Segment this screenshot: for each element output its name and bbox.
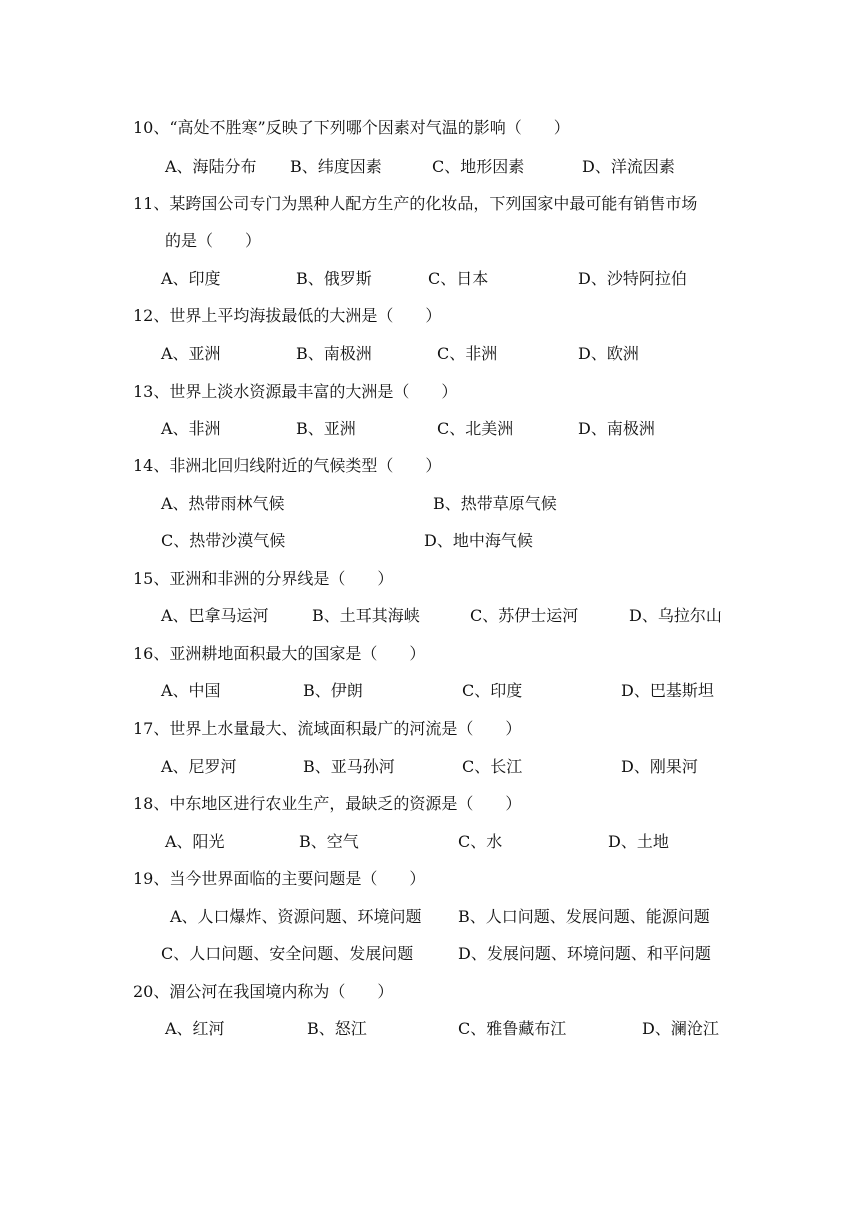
question-15-stem: 15、亚洲和非洲的分界线是（ ） xyxy=(133,569,394,588)
question-18-option-b: B、空气 xyxy=(299,832,359,851)
question-10-option-c: C、地形因素 xyxy=(432,157,525,176)
question-20-option-b: B、怒江 xyxy=(307,1019,367,1038)
question-15-option-c: C、苏伊士运河 xyxy=(470,606,579,625)
question-14-option-a: A、热带雨林气候 xyxy=(161,494,285,513)
question-11-stem: 11、某跨国公司专门为黑种人配方生产的化妆品，下列国家中最可能有销售市场 xyxy=(133,194,698,213)
question-13-stem: 13、世界上淡水资源最丰富的大洲是（ ） xyxy=(133,382,458,401)
question-14-option-d: D、地中海气候 xyxy=(424,531,533,550)
question-16-option-a: A、中国 xyxy=(161,681,221,700)
question-13-option-a: A、非洲 xyxy=(161,419,221,438)
question-11-option-b: B、俄罗斯 xyxy=(296,269,372,288)
question-17-option-c: C、长江 xyxy=(462,757,523,776)
question-10-option-b: B、纬度因素 xyxy=(290,157,382,176)
question-20-option-a: A、红河 xyxy=(165,1019,225,1038)
question-14-option-b: B、热带草原气候 xyxy=(433,494,557,513)
question-20-stem: 20、湄公河在我国境内称为（ ） xyxy=(133,982,394,1001)
question-18-stem: 18、中东地区进行农业生产，最缺乏的资源是（ ） xyxy=(133,794,522,813)
question-14-option-c: C、热带沙漠气候 xyxy=(161,531,286,550)
question-15-option-b: B、土耳其海峡 xyxy=(312,606,420,625)
question-11-option-a: A、印度 xyxy=(161,269,221,288)
question-19-option-c: C、人口问题、安全问题、发展问题 xyxy=(161,944,414,963)
question-19-option-d: D、发展问题、环境问题、和平问题 xyxy=(458,944,711,963)
question-15-option-d: D、乌拉尔山 xyxy=(629,606,722,625)
question-17-option-a: A、尼罗河 xyxy=(161,757,237,776)
question-12-option-a: A、亚洲 xyxy=(161,344,221,363)
question-12-option-d: D、欧洲 xyxy=(578,344,639,363)
question-16-option-b: B、伊朗 xyxy=(303,681,363,700)
question-19-option-b: B、人口问题、发展问题、能源问题 xyxy=(458,907,710,926)
question-18-option-a: A、阳光 xyxy=(165,832,225,851)
question-12-option-b: B、南极洲 xyxy=(296,344,372,363)
question-11-stem-continued: 的是（ ） xyxy=(165,231,262,250)
question-17-option-b: B、亚马孙河 xyxy=(303,757,395,776)
question-12-option-c: C、非洲 xyxy=(437,344,498,363)
question-10-stem: 10、“高处不胜寒”反映了下列哪个因素对气温的影响（ ） xyxy=(133,118,570,137)
question-13-option-d: D、南极洲 xyxy=(578,419,655,438)
question-16-option-c: C、印度 xyxy=(462,681,523,700)
question-10-option-a: A、海陆分布 xyxy=(165,157,257,176)
question-20-option-d: D、澜沧江 xyxy=(642,1019,719,1038)
question-18-option-c: C、水 xyxy=(458,832,503,851)
question-12-stem: 12、世界上平均海拔最低的大洲是（ ） xyxy=(133,306,442,325)
question-13-option-c: C、北美洲 xyxy=(437,419,514,438)
question-11-option-d: D、沙特阿拉伯 xyxy=(578,269,687,288)
question-11-option-c: C、日本 xyxy=(428,269,489,288)
question-10-option-d: D、洋流因素 xyxy=(582,157,675,176)
question-20-option-c: C、雅鲁藏布江 xyxy=(458,1019,567,1038)
question-16-stem: 16、亚洲耕地面积最大的国家是（ ） xyxy=(133,644,426,663)
question-13-option-b: B、亚洲 xyxy=(296,419,356,438)
question-15-option-a: A、巴拿马运河 xyxy=(161,606,269,625)
question-19-stem: 19、当今世界面临的主要问题是（ ） xyxy=(133,869,426,888)
question-18-option-d: D、土地 xyxy=(608,832,669,851)
question-14-stem: 14、非洲北回归线附近的气候类型（ ） xyxy=(133,456,442,475)
question-19-option-a: A、人口爆炸、资源问题、环境问题 xyxy=(170,907,422,926)
question-17-stem: 17、世界上水量最大、流域面积最广的河流是（ ） xyxy=(133,719,522,738)
question-16-option-d: D、巴基斯坦 xyxy=(621,681,714,700)
question-17-option-d: D、刚果河 xyxy=(621,757,698,776)
